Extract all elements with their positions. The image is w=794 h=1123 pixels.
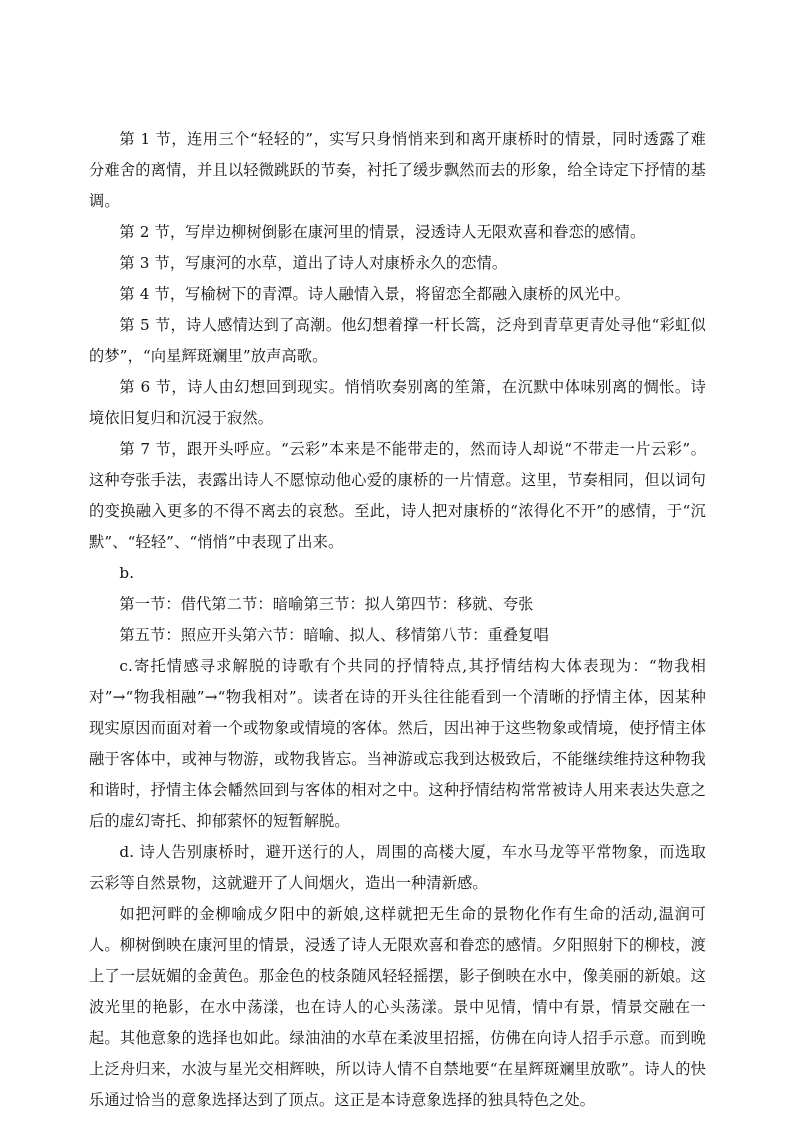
paragraph-section-2: 第 2 节，写岸边柳树倒影在康河里的情景，浸透诗人无限欢喜和眷恋的感情。 [119,223,646,241]
paragraph-c-structure: c.寄托情感寻求解脱的诗歌有个共同的抒情特点,其抒情结构大体表现为：“物我相对”→“物我相融”→“物我相对”。读者在诗的开头往往能看到一个清晰的抒情主体，因某种现实原因而面对着一个或物象或情境的客体。然后，因出神于这些物象或情境，使抒情主体融于客体中，或神与物游，或物我皆忘。当神游或忘我到达极致后，不能继续维持这种物我和谐时，抒情主体会幡然回到与客体的相对之中。这种抒情结构常常被诗人用来表达失意之后的虚幻寄托、抑郁萦怀的短暂解脱。 [89,657,706,830]
paragraph-b-rhetoric-1: 第一节：借代第二节：暗喻第三节：拟人第四节：移就、夸张 [119,595,534,613]
paragraph-section-5: 第 5 节，诗人感情达到了高潮。他幻想着撑一杆长篙，泛舟到青草更青处寻他“彩虹似的梦”，“向星辉斑斓里”放声高歌。 [89,316,706,365]
paragraph-section-3: 第 3 节，写康河的水草，道出了诗人对康桥永久的恋情。 [119,254,508,272]
paragraph-section-4: 第 4 节，写榆树下的青潭。诗人融情入景，将留恋全都融入康桥的风光中。 [119,285,630,303]
paragraph-b-label: b. [119,564,135,582]
paragraph-d-imagery: d. 诗人告别康桥时，避开送行的人，周围的高楼大厦，车水马龙等平常物象，而选取云彩等自然景物，这就避开了人间烟火，造出一种清新感。 [89,843,706,892]
paragraph-section-1: 第 1 节，连用三个“轻轻的”，实写只身悄悄来到和离开康桥时的情景，同时透露了难分难舍的离情，并且以轻微跳跃的节奏，衬托了缓步飘然而去的形象，给全诗定下抒情的基调。 [89,130,706,210]
paragraph-section-7: 第 7 节，跟开头呼应。“云彩”本来是不能带走的，然而诗人却说“不带走一片云彩”。这种夸张手法，表露出诗人不愿惊动他心爱的康桥的一片情意。这里，节奏相同，但以词句的变换融入更多的不得不离去的哀愁。至此，诗人把对康桥的“浓得化不开”的感情，于“沉默”、“轻轻”、“悄悄”中表现了出来。 [89,440,706,551]
paragraph-section-6: 第 6 节，诗人由幻想回到现实。悄悄吹奏别离的笙箫，在沉默中体味别离的惆怅。诗境依旧复归和沉浸于寂然。 [89,378,706,427]
paragraph-b-rhetoric-2: 第五节：照应开头第六节：暗喻、拟人、移情第八节：重叠复唱 [119,626,549,644]
paragraph-golden-willow: 如把河畔的金柳喻成夕阳中的新娘,这样就把无生命的景物化作有生命的活动,温润可人。柳树倒映在康河里的情景，浸透了诗人无限欢喜和眷恋的感情。夕阳照射下的柳枝，渡上了一层妩媚的金黄色。那金色的枝条随风轻轻摇摆，影子倒映在水中，像美丽的新娘。这波光里的艳影，在水中荡漾，也在诗人的心头荡漾。景中见情，情中有景，情景交融在一起。其他意象的选择也如此。绿油油的水草在柔波里招摇，仿佛在向诗人招手示意。而到晚上泛舟归来，水波与星光交相辉映，所以诗人情不自禁地要“在星辉斑斓里放歌”。诗人的快乐通过恰当的意象选择达到了顶点。这正是本诗意象选择的独具特色之处。 [89,905,706,1109]
